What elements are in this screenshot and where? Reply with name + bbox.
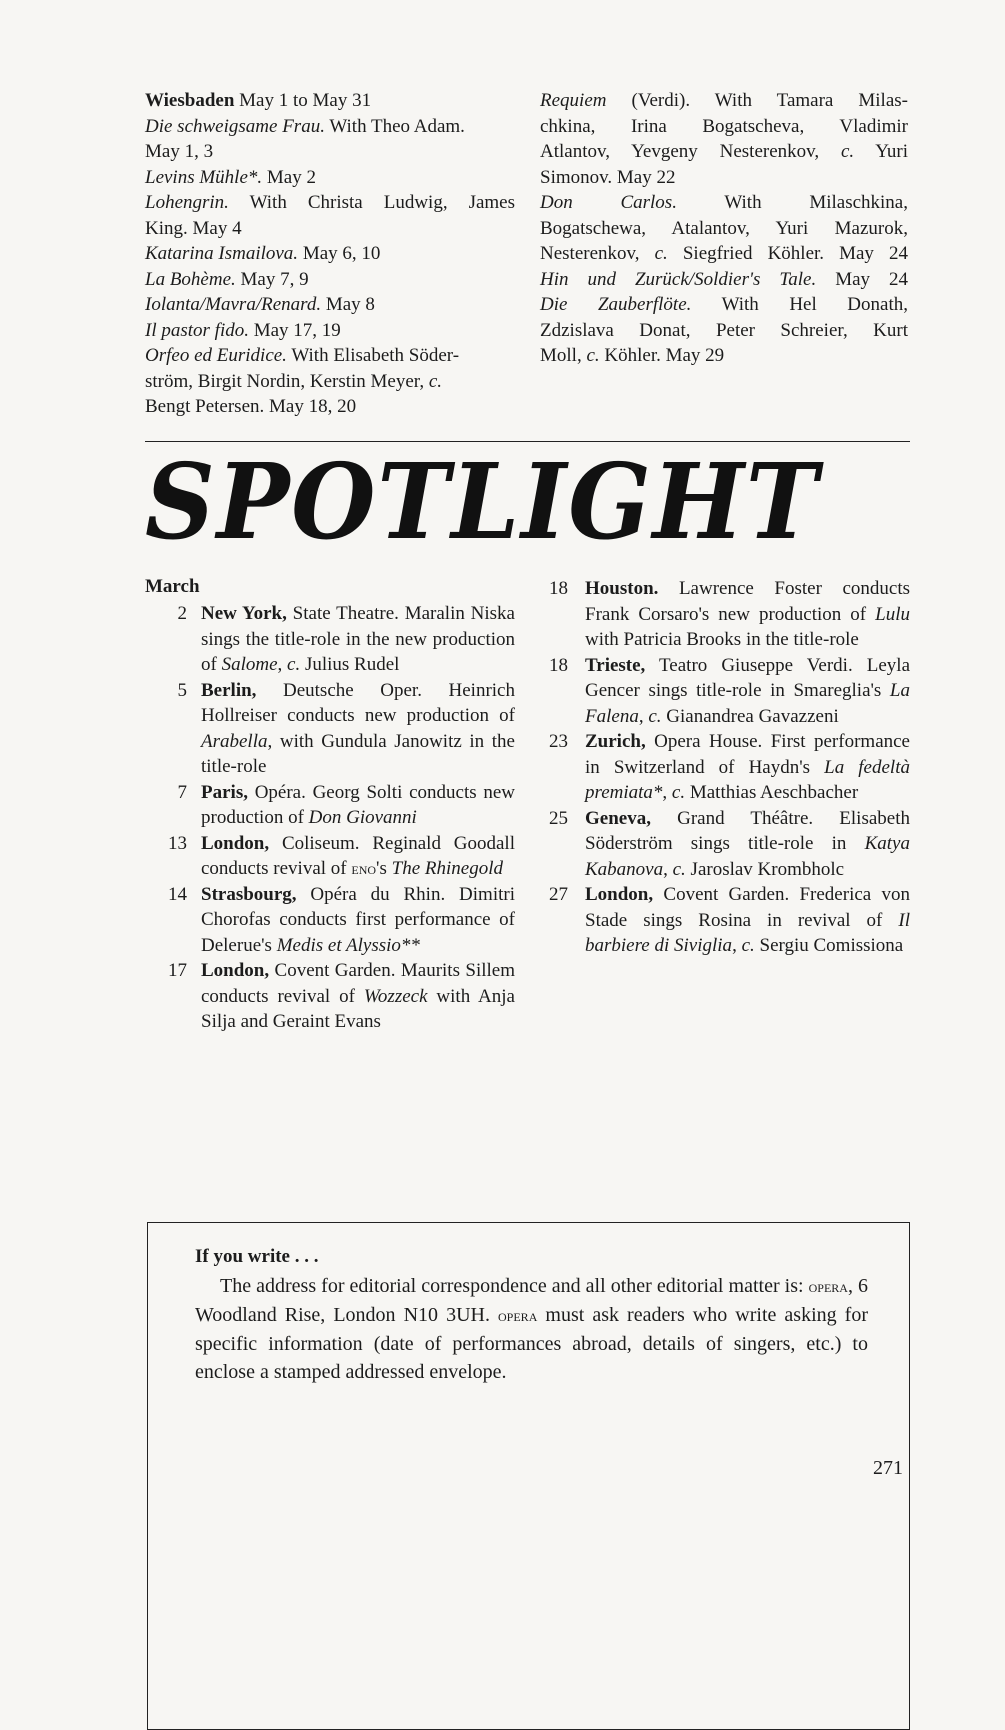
entry-day: 2 <box>177 603 187 624</box>
listing-line: Don Carlos. With Milaschkina, <box>540 192 908 213</box>
listing-line: Simonov. May 22 <box>540 166 676 188</box>
entry-text: London, Coliseum. Reginald Goodall conducts revival of eno's The Rhinegold <box>201 832 515 879</box>
spotlight-entry <box>145 601 515 678</box>
listing-line: Bogatschewa, Atalantov, Yuri Mazurok, <box>540 217 908 239</box>
listing-line: May 1, 3 <box>145 141 214 162</box>
listing-line: Katarina Ismailova. May 6, 10 <box>145 243 381 264</box>
entry-text: Trieste, Teatro Giuseppe Verdi. Leyla Gencer sings title-role in Smareglia's La Falena, c. Gianandrea Gavazzeni <box>585 654 910 727</box>
month-heading: March <box>145 576 200 597</box>
spotlight-entry <box>145 831 515 882</box>
spotlight-entry <box>145 678 515 780</box>
entry-day: 23 <box>549 731 568 752</box>
listing-line: Orfeo ed Euridice. With Elisabeth Söder- <box>145 345 460 366</box>
entry-day: 18 <box>549 654 568 676</box>
entry-day: 7 <box>177 781 187 803</box>
spotlight-entry <box>540 882 910 959</box>
spotlight-heading: SPOTLIGHT <box>145 440 820 563</box>
entry-day: 13 <box>168 832 187 854</box>
listing-line: Requiem (Verdi). With Tamara Milas- <box>540 90 908 111</box>
entry-day: 5 <box>177 679 187 701</box>
spotlight-entry <box>540 729 910 806</box>
spotlight-entry <box>145 958 515 1035</box>
spotlight-entries-right <box>540 576 910 959</box>
listing-line: chkina, Irina Bogatscheva, Vladimir <box>540 115 908 137</box>
spotlight-entries-left <box>145 601 515 1035</box>
wiesbaden-listing-continued <box>540 88 908 369</box>
listing-line: Die schweigsame Frau. With Theo Adam. <box>145 115 465 137</box>
listing-line: Iolanta/Mavra/Renard. May 8 <box>145 294 375 315</box>
notice-content <box>195 1243 868 1386</box>
listing-line: Moll, c. Köhler. May 29 <box>540 345 725 366</box>
entry-text: Strasbourg, Opéra du Rhin. Dimitri Chorofas conducts first performance of Delerue's Medis et Alyssio** <box>201 883 515 956</box>
listing-line: Bengt Petersen. May 18, 20 <box>145 396 357 417</box>
listing-line: Nesterenkov, c. Siegfried Köhler. May 24 <box>540 243 908 264</box>
spotlight-entry <box>540 653 910 730</box>
page-number: 271 <box>873 1457 903 1479</box>
entry-text: London, Covent Garden. Maurits Sillem conducts revival of Wozzeck with Anja Silja and Geraint Evans <box>201 960 515 1032</box>
listing-line: Lohengrin. With Christa Ludwig, James <box>145 192 515 213</box>
notice-title: If you write . . . <box>195 1246 319 1267</box>
listing-line: King. May 4 <box>145 217 242 239</box>
entry-day: 18 <box>549 578 568 599</box>
entry-day: 27 <box>549 884 568 905</box>
listing-line: Atlantov, Yevgeny Nesterenkov, c. Yuri <box>540 141 908 162</box>
listing-line: Wiesbaden May 1 to May 31 <box>145 90 372 111</box>
listing-line: Levins Mühle*. May 2 <box>145 166 316 188</box>
entry-text: Berlin, Deutsche Oper. Heinrich Hollreiser conducts new production of Arabella, with Gundula Janowitz in the title-role <box>201 679 515 777</box>
entry-day: 17 <box>168 960 187 981</box>
spotlight-entry <box>145 780 515 831</box>
spotlight-entry <box>145 882 515 959</box>
spotlight-entry <box>540 576 910 653</box>
spotlight-entry <box>540 806 910 883</box>
entry-text: Paris, Opéra. Georg Solti conducts new production of Don Giovanni <box>201 781 515 828</box>
entry-day: 14 <box>168 883 187 905</box>
entry-text: Zurich, Opera House. First performance in Switzerland of Haydn's La fedeltà premiata*, c. Matthias Aeschbacher <box>585 731 910 803</box>
entry-text: London, Covent Garden. Frederica von Stade sings Rosina in revival of Il barbiere di Siviglia, c. Sergiu Comissiona <box>585 884 910 956</box>
wiesbaden-listing <box>145 88 515 420</box>
entry-text: Geneva, Grand Théâtre. Elisabeth Söderström sings title-role in Katya Kabanova, c. Jaroslav Krombholc <box>585 807 910 880</box>
entry-day: 25 <box>549 807 568 829</box>
listing-line: Zdzislava Donat, Peter Schreier, Kurt <box>540 319 908 341</box>
listing-line: Die Zauberflöte. With Hel Donath, <box>540 294 908 315</box>
entry-text: Houston. Lawrence Foster conducts Frank Corsaro's new production of Lulu with Patricia Brooks in the title-role <box>585 578 910 650</box>
entry-text: New York, State Theatre. Maralin Niska sings the title-role in the new production of Salome, c. Julius Rudel <box>201 603 515 675</box>
listing-line: Hin und Zurück/Soldier's Tale. May 24 <box>540 268 909 290</box>
listing-line: ström, Birgit Nordin, Kerstin Meyer, c. <box>145 370 443 392</box>
notice-body: The address for editorial correspondence and all other editorial matter is: opera, 6 Woodland Rise, London N10 3UH. opera must ask readers who write asking for specific information (date of performances abroad, details of singers, etc.) to enclose a stamped addressed envelope. <box>195 1275 868 1383</box>
listing-line: La Bohème. May 7, 9 <box>145 268 309 290</box>
listing-line: Il pastor fido. May 17, 19 <box>145 319 341 341</box>
